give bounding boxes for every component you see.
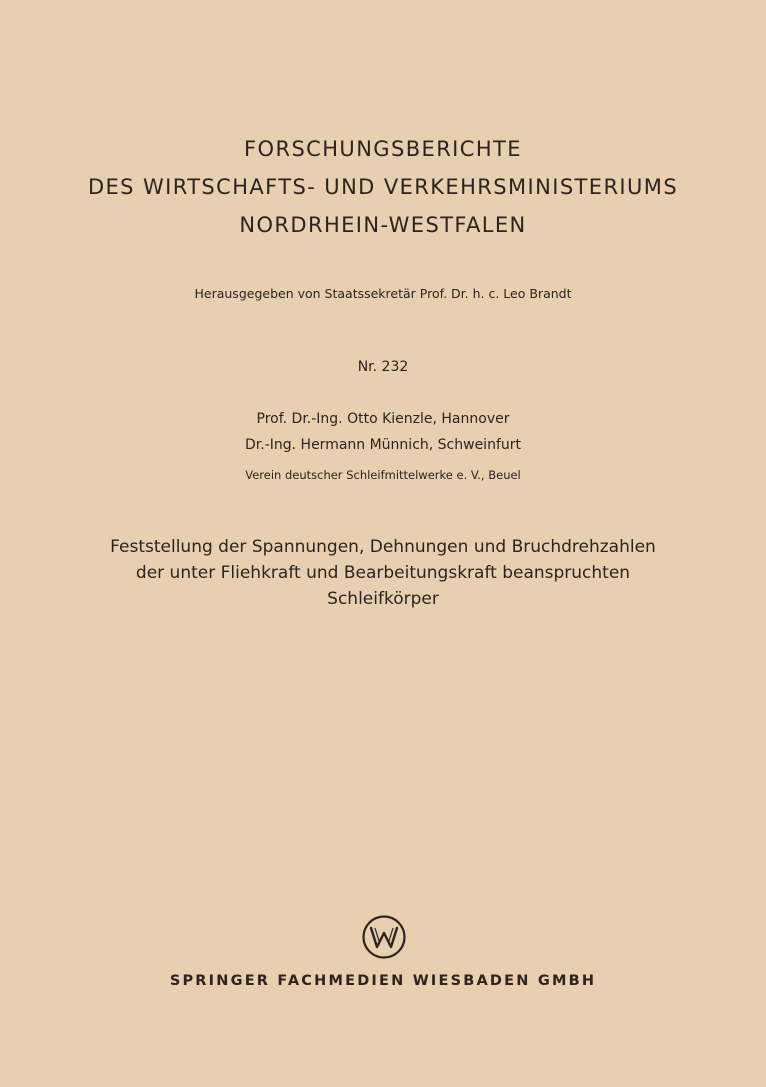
series-line-1: FORSCHUNGSBERICHTE — [244, 137, 522, 161]
series-title — [0, 130, 766, 244]
author-1: Prof. Dr.-Ing. Otto Kienzle, Hannover — [256, 411, 510, 427]
series-line-3: NORDRHEIN-WESTFALEN — [239, 213, 527, 237]
title-line-3: Schleifkörper — [327, 589, 439, 609]
publisher: SPRINGER FACHMEDIEN WIESBADEN GMBH — [169, 973, 597, 989]
springer-w-logo-icon — [361, 914, 407, 960]
report-number: Nr. 232 — [357, 359, 409, 375]
report-title — [0, 534, 766, 612]
author-2: Dr.-Ing. Hermann Münnich, Schweinfurt — [245, 437, 521, 453]
editor-line: Herausgegeben von Staatssekretär Prof. Dr. h. c. Leo Brandt — [194, 286, 572, 301]
title-line-2: der unter Fliehkraft und Bearbeitungskraft beanspruchten — [135, 563, 631, 583]
title-line-1: Feststellung der Spannungen, Dehnungen und Bruchdrehzahlen — [110, 537, 656, 557]
series-line-2: DES WIRTSCHAFTS- UND VERKEHRSMINISTERIUMS — [87, 175, 679, 199]
authors — [0, 406, 766, 458]
affiliation: Verein deutscher Schleifmittelwerke e. V., Beuel — [245, 468, 521, 482]
